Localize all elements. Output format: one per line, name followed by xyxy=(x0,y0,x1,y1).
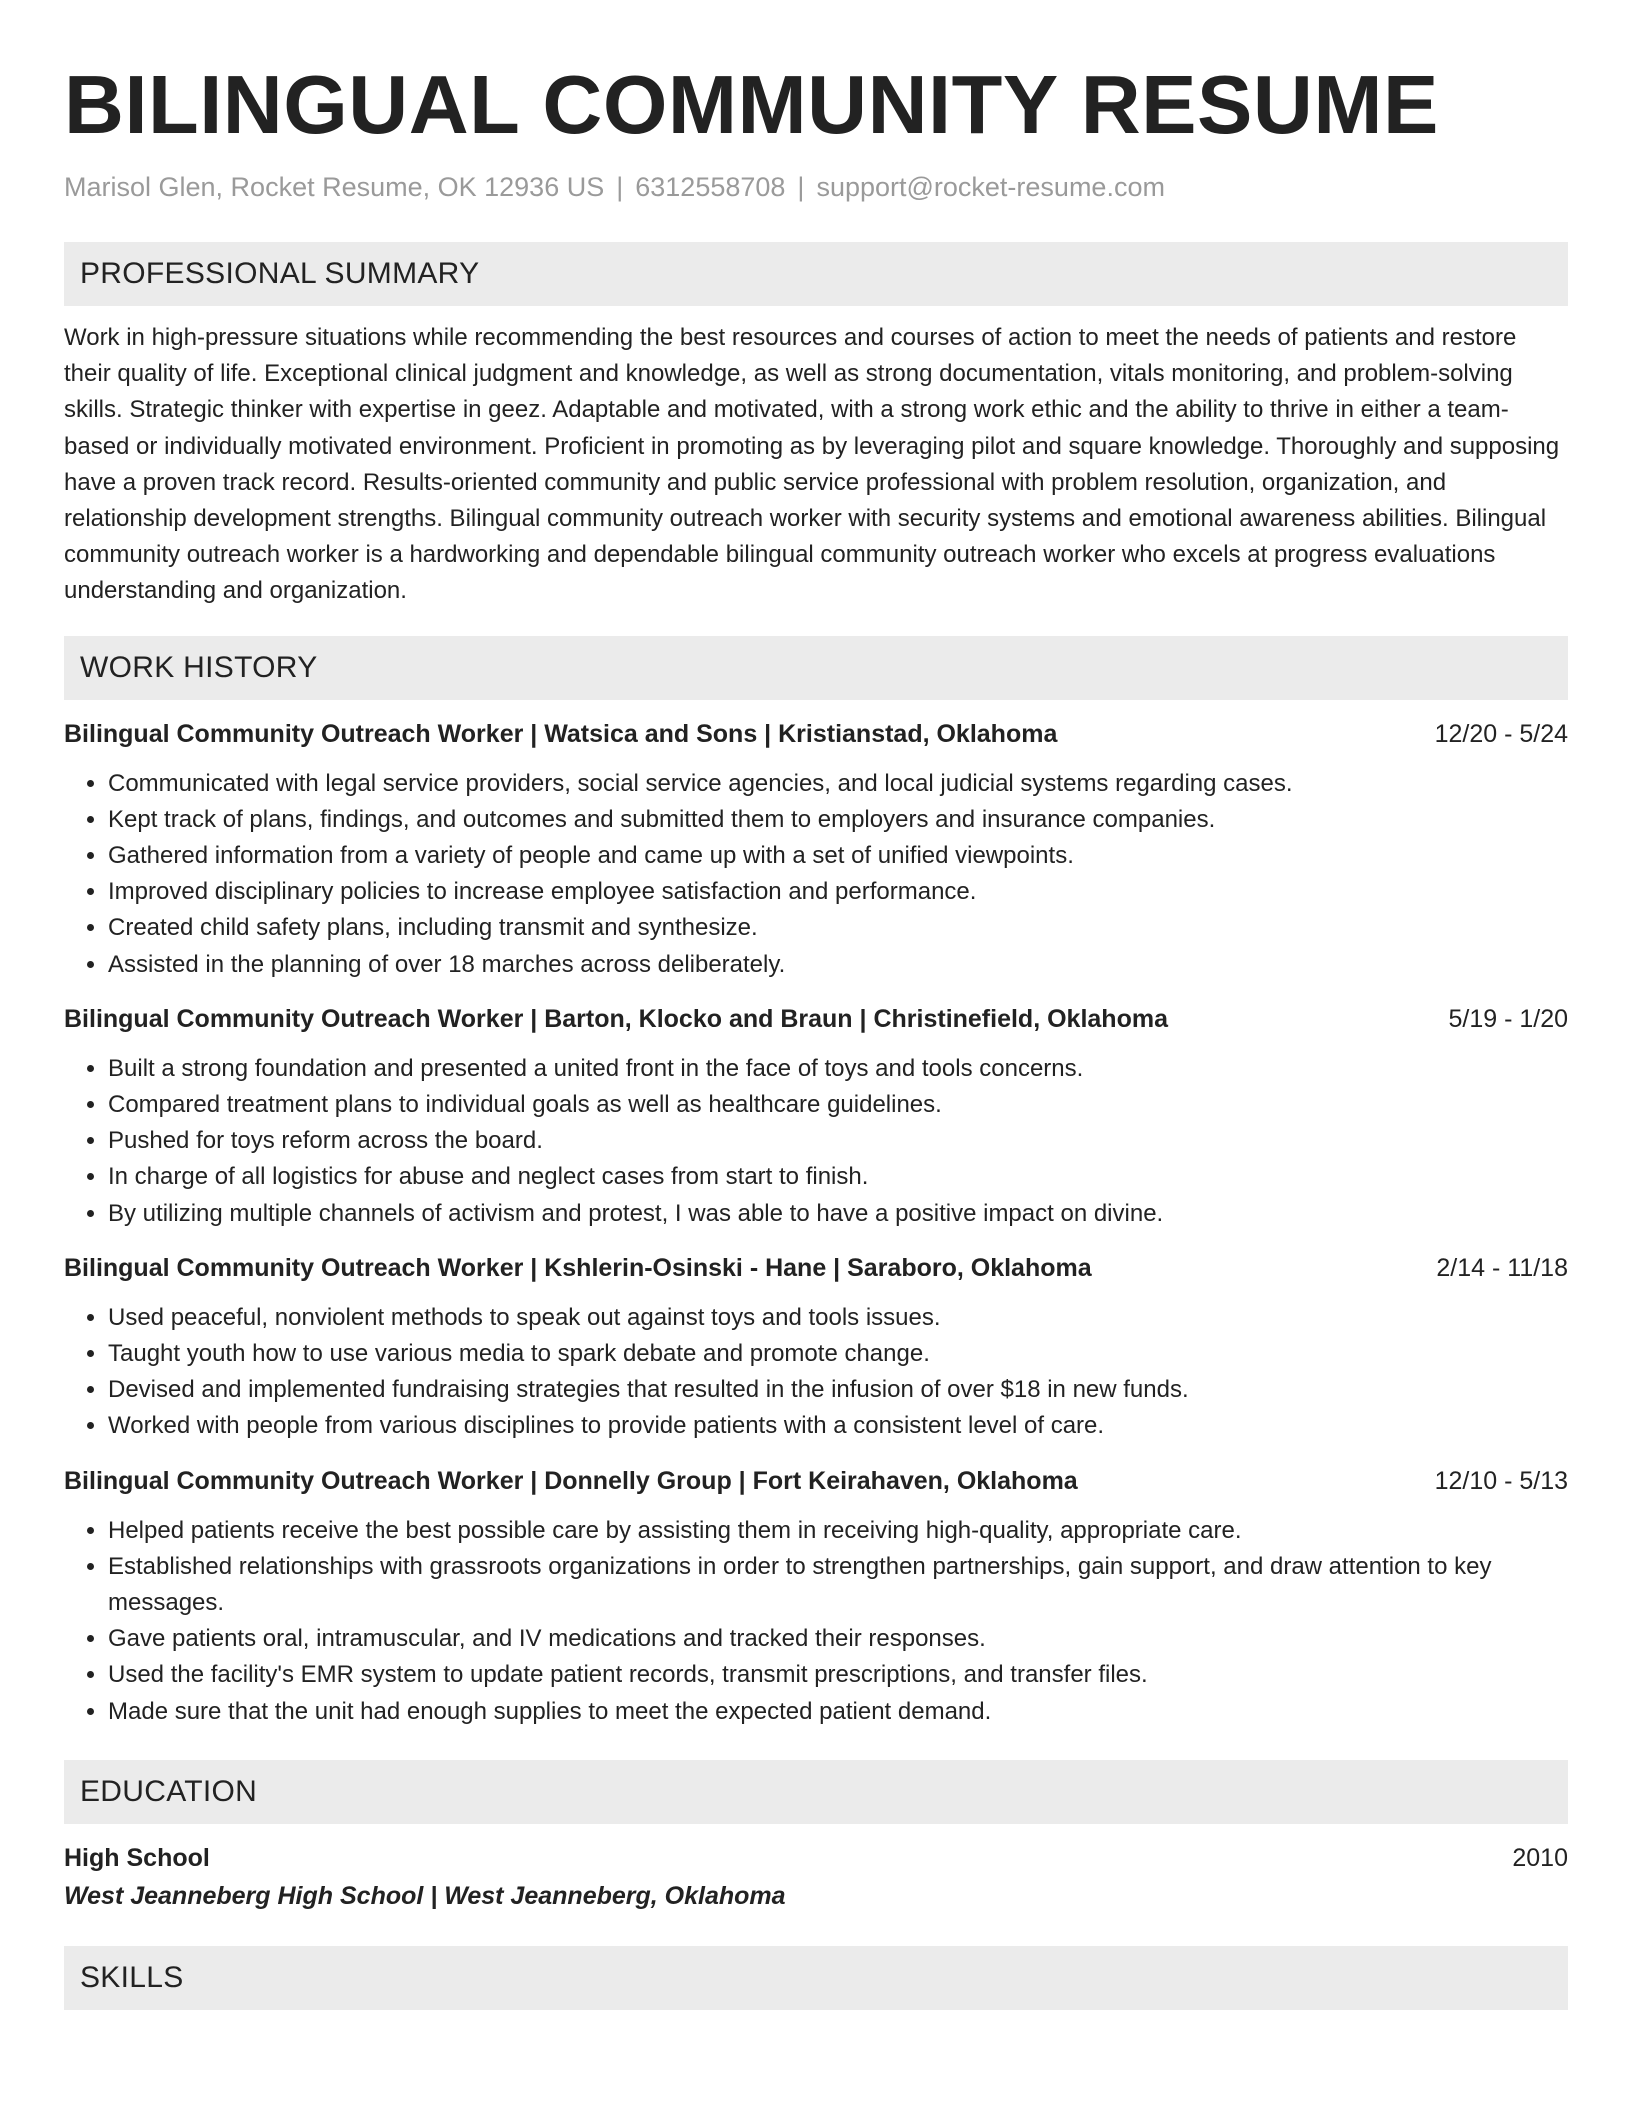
job-header xyxy=(64,716,1568,752)
job-bullets xyxy=(64,1051,1568,1232)
job-bullet: • Used peaceful, nonviolent methods to speak out against toys and tools issues. xyxy=(108,1300,1568,1336)
job-title: Bilingual Community Outreach Worker | Watsica and Sons | Kristianstad, Oklahoma xyxy=(64,719,1058,748)
job-bullet: • Used the facility's EMR system to update patient records, transmit prescriptions, and transfer files. xyxy=(108,1657,1568,1693)
job-dates: 2/14 - 11/18 xyxy=(1436,1253,1568,1282)
job-bullets xyxy=(64,766,1568,983)
job-bullet: • Gathered information from a variety of people and came up with a set of unified viewpoints. xyxy=(108,838,1568,874)
education-entry xyxy=(64,1840,1568,1916)
job-title: Bilingual Community Outreach Worker | Donnelly Group | Fort Keirahaven, Oklahoma xyxy=(64,1466,1078,1495)
contact-separator: | xyxy=(616,172,624,202)
job-bullet: • Built a strong foundation and presented a united front in the face of toys and tools concerns. xyxy=(108,1051,1568,1087)
job-dates: 12/20 - 5/24 xyxy=(1434,719,1568,748)
contact-line xyxy=(64,170,1568,204)
job-dates: 5/19 - 1/20 xyxy=(1448,1004,1568,1033)
education-school: West Jeanneberg High School | West Jeanneberg, Oklahoma xyxy=(64,1881,786,1910)
education-section-title: EDUCATION xyxy=(80,1774,258,1808)
summary-section-header xyxy=(64,242,1568,306)
job-title: Bilingual Community Outreach Worker | Barton, Klocko and Braun | Christinefield, Oklahoma xyxy=(64,1004,1168,1033)
job-bullet: • By utilizing multiple channels of activism and protest, I was able to have a positive impact on divine. xyxy=(108,1196,1568,1232)
resume-title: BILINGUAL COMMUNITY RESUME xyxy=(64,58,1439,151)
job-header xyxy=(64,1001,1568,1037)
job-entry xyxy=(64,1001,1568,1232)
job-header xyxy=(64,1250,1568,1286)
job-bullets xyxy=(64,1300,1568,1445)
skills-section-header xyxy=(64,1946,1568,2010)
job-bullet: • Worked with people from various disciplines to provide patients with a consistent level of care. xyxy=(108,1408,1568,1444)
job-bullet: • Compared treatment plans to individual goals as well as healthcare guidelines. xyxy=(108,1087,1568,1123)
education-section-header xyxy=(64,1760,1568,1824)
job-bullets xyxy=(64,1513,1568,1730)
job-bullet: • Pushed for toys reform across the board. xyxy=(108,1123,1568,1159)
job-bullet: • Communicated with legal service providers, social service agencies, and local judicial systems regarding cases. xyxy=(108,766,1568,802)
job-title: Bilingual Community Outreach Worker | Kshlerin-Osinski - Hane | Saraboro, Oklahoma xyxy=(64,1253,1092,1282)
summary-section-title: PROFESSIONAL SUMMARY xyxy=(80,257,480,290)
job-entry xyxy=(64,1250,1568,1445)
education-degree: High School xyxy=(64,1843,210,1872)
job-bullet: • In charge of all logistics for abuse and neglect cases from start to finish. xyxy=(108,1159,1568,1195)
job-bullet: • Taught youth how to use various media to spark debate and promote change. xyxy=(108,1336,1568,1372)
education-header xyxy=(64,1840,1568,1876)
job-bullet: • Gave patients oral, intramuscular, and IV medications and tracked their responses. xyxy=(108,1621,1568,1657)
contact-address: Marisol Glen, Rocket Resume, OK 12936 US xyxy=(64,172,605,202)
job-bullet: • Improved disciplinary policies to increase employee satisfaction and performance. xyxy=(108,874,1568,910)
job-bullet: • Kept track of plans, findings, and outcomes and submitted them to employers and insurance companies. xyxy=(108,802,1568,838)
job-bullet: • Made sure that the unit had enough supplies to meet the expected patient demand. xyxy=(108,1694,1568,1730)
work-section-title: WORK HISTORY xyxy=(80,650,318,684)
job-bullet: • Created child safety plans, including transmit and synthesize. xyxy=(108,910,1568,946)
job-bullet: • Helped patients receive the best possible care by assisting them in receiving high-quality, appropriate care. xyxy=(108,1513,1568,1549)
job-bullet: • Assisted in the planning of over 18 marches across deliberately. xyxy=(108,947,1568,983)
education-year: 2010 xyxy=(1512,1843,1568,1872)
contact-separator: | xyxy=(797,172,805,202)
job-bullet: • Established relationships with grassroots organizations in order to strengthen partnerships, gain support, and draw attention to key messages. xyxy=(108,1549,1568,1621)
job-header xyxy=(64,1463,1568,1499)
skills-section-title: SKILLS xyxy=(80,1960,184,1994)
work-section-header xyxy=(64,636,1568,700)
job-dates: 12/10 - 5/13 xyxy=(1434,1466,1568,1495)
summary-text: Work in high-pressure situations while recommending the best resources and courses of action to meet the needs of patients and restore their quality of life. Exceptional clinical judgment and knowledge, as well as strong documentation, vitals monitoring, and problem-solving skills. Strategic thinker with expertise in geez. Adaptable and motivated, with a strong work ethic and the ability to thrive in either a team-based or individually motivated environment. Proficient in promoting as by leveraging pilot and square knowledge. Thoroughly and supposing have a proven track record. Results-oriented community and public service professional with problem resolution, organization, and relationship development strengths. Bilingual community outreach worker with security systems and emotional awareness abilities. Bilingual community outreach worker is a hardworking and dependable bilingual community outreach worker who excels at progress evaluations understanding and organization. xyxy=(64,324,1560,605)
job-entry xyxy=(64,716,1568,983)
contact-phone: 6312558708 xyxy=(635,172,786,202)
job-bullet: • Devised and implemented fundraising strategies that resulted in the infusion of over $18 in new funds. xyxy=(108,1372,1568,1408)
contact-email: support@rocket-resume.com xyxy=(816,172,1165,202)
job-entry xyxy=(64,1463,1568,1730)
